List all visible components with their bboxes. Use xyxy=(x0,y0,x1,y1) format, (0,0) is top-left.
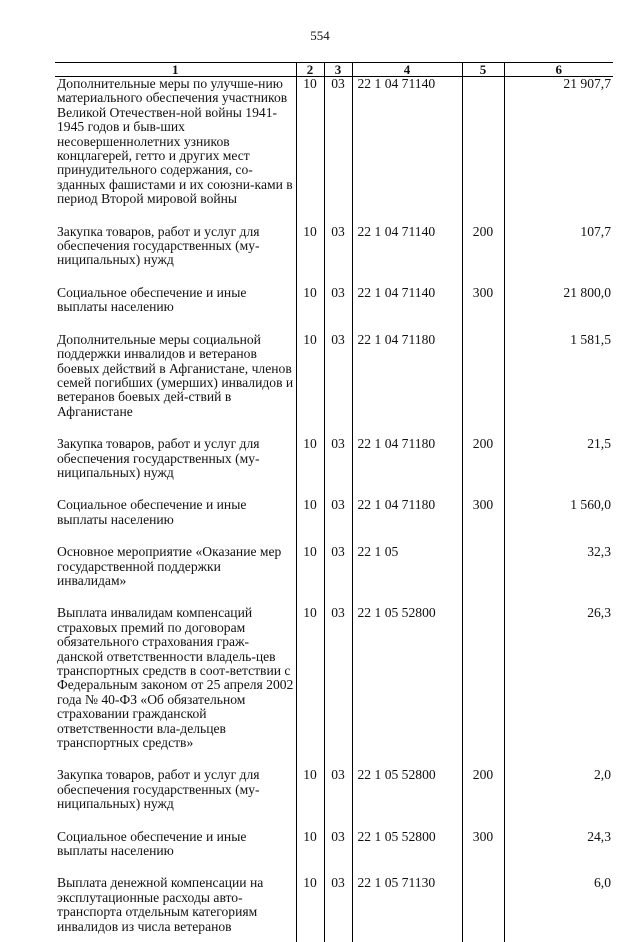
row-name-cell: Социальное обеспечение и иные выплаты населению xyxy=(57,497,247,527)
subsection-cell: 03 xyxy=(324,286,352,333)
amount-cell: 21 800,0 xyxy=(504,286,613,333)
section-cell: 10 xyxy=(296,498,324,545)
target-article-cell: 22 1 05 52800 xyxy=(352,606,462,768)
row-name-cell: Дополнительные меры социальной поддержки инвалидов и ветеранов боевых действий в Афганистане, членов семей погибших (умерших) инвалидов и ветеранов боевых дей-ствий в Афганистане xyxy=(57,331,294,419)
amount-cell: 1 560,0 xyxy=(504,498,613,545)
table-row xyxy=(55,606,613,768)
target-article-cell: 22 1 05 xyxy=(352,545,462,606)
table-row xyxy=(55,830,613,877)
column-header: 4 xyxy=(352,63,462,77)
expense-type-cell: 200 xyxy=(462,437,504,498)
expense-type-cell xyxy=(462,77,504,225)
amount-cell: 1 581,5 xyxy=(504,333,613,437)
table-row xyxy=(55,286,613,333)
expense-type-cell: 200 xyxy=(462,768,504,829)
subsection-cell: 03 xyxy=(324,225,352,286)
expense-type-cell: 300 xyxy=(462,830,504,877)
table-row xyxy=(55,437,613,498)
expense-type-cell xyxy=(462,876,504,942)
target-article-cell: 22 1 05 71130 xyxy=(352,876,462,942)
row-name-cell: Выплата денежной компенсации на эксплутационные расходы авто-транспорта отдельным категориям инвалидов из числа ветеранов xyxy=(57,875,264,934)
table-row xyxy=(55,77,613,225)
subsection-cell: 03 xyxy=(324,545,352,606)
expense-type-cell xyxy=(462,545,504,606)
budget-table xyxy=(55,62,613,942)
subsection-cell: 03 xyxy=(324,768,352,829)
expense-type-cell: 300 xyxy=(462,498,504,545)
expense-type-cell: 200 xyxy=(462,225,504,286)
row-name-cell: Социальное обеспечение и иные выплаты населению xyxy=(57,284,247,315)
section-cell: 10 xyxy=(296,768,324,829)
table-row xyxy=(55,333,613,437)
row-name-cell: Закупка товаров, работ и услуг для обеспечения государственных (му-ниципальных) нужд xyxy=(57,223,260,268)
subsection-cell: 03 xyxy=(324,498,352,545)
section-cell: 10 xyxy=(296,77,324,225)
target-article-cell: 22 1 04 71180 xyxy=(352,333,462,437)
amount-cell: 21,5 xyxy=(504,437,613,498)
amount-cell: 24,3 xyxy=(504,830,613,877)
row-name-cell: Основное мероприятие «Оказание мер государственной поддержки инвалидам» xyxy=(57,544,282,588)
amount-cell: 107,7 xyxy=(504,225,613,286)
expense-type-cell xyxy=(462,606,504,768)
subsection-cell: 03 xyxy=(324,333,352,437)
target-article-cell: 22 1 04 71180 xyxy=(352,437,462,498)
section-cell: 10 xyxy=(296,606,324,768)
subsection-cell: 03 xyxy=(324,77,352,225)
row-name-cell: Закупка товаров, работ и услуг для обеспечения государственных (му-ниципальных) нужд xyxy=(57,436,260,480)
section-cell: 10 xyxy=(296,225,324,286)
target-article-cell: 22 1 04 71180 xyxy=(352,498,462,545)
target-article-cell: 22 1 04 71140 xyxy=(352,77,462,225)
row-name-cell: Закупка товаров, работ и услуг для обеспечения государственных (му-ниципальных) нужд xyxy=(57,767,260,812)
expense-type-cell: 300 xyxy=(462,286,504,333)
section-cell: 10 xyxy=(296,876,324,942)
row-name-cell: Социальное обеспечение и иные выплаты населению xyxy=(57,828,247,859)
column-header: 3 xyxy=(324,63,352,77)
page-number: 554 xyxy=(310,28,330,43)
table-header-row xyxy=(55,63,613,77)
target-article-cell: 22 1 05 52800 xyxy=(352,768,462,829)
expense-type-cell xyxy=(462,333,504,437)
column-header: 1 xyxy=(55,63,296,77)
section-cell: 10 xyxy=(296,545,324,606)
target-article-cell: 22 1 05 52800 xyxy=(352,830,462,877)
table-row xyxy=(55,545,613,606)
amount-cell: 6,0 xyxy=(504,876,613,942)
section-cell: 10 xyxy=(296,437,324,498)
amount-cell: 32,3 xyxy=(504,545,613,606)
row-name-cell: Дополнительные меры по улучше-нию материального обеспечения участников Великой Отечествен-ной войны 1941-1945 годов и быв-ших несовершеннолетних узников концлагерей, гетто и других мест принудительного содержания, со-зданных фашистами и их союзни-ками в период Второй мировой войны xyxy=(57,76,293,207)
table-row xyxy=(55,768,613,829)
table-row xyxy=(55,876,613,942)
row-name-cell: Выплата инвалидам компенсаций страховых премий по договорам обязательного страхования граж-данской ответственности владель-цев транспортных средств в соот-ветствии с Федеральным законом от 25 апреля 2002 года № 40-ФЗ «Об обязательном страховании гражданской ответственности вла-дельцев транспортных средств» xyxy=(57,605,294,751)
target-article-cell: 22 1 04 71140 xyxy=(352,225,462,286)
table-row xyxy=(55,498,613,545)
column-header: 6 xyxy=(504,63,613,77)
amount-cell: 21 907,7 xyxy=(504,77,613,225)
target-article-cell: 22 1 04 71140 xyxy=(352,286,462,333)
subsection-cell: 03 xyxy=(324,876,352,942)
subsection-cell: 03 xyxy=(324,437,352,498)
section-cell: 10 xyxy=(296,830,324,877)
subsection-cell: 03 xyxy=(324,606,352,768)
section-cell: 10 xyxy=(296,333,324,437)
amount-cell: 2,0 xyxy=(504,768,613,829)
column-header: 2 xyxy=(296,63,324,77)
amount-cell: 26,3 xyxy=(504,606,613,768)
column-header: 5 xyxy=(462,63,504,77)
section-cell: 10 xyxy=(296,286,324,333)
table-row xyxy=(55,225,613,286)
subsection-cell: 03 xyxy=(324,830,352,877)
